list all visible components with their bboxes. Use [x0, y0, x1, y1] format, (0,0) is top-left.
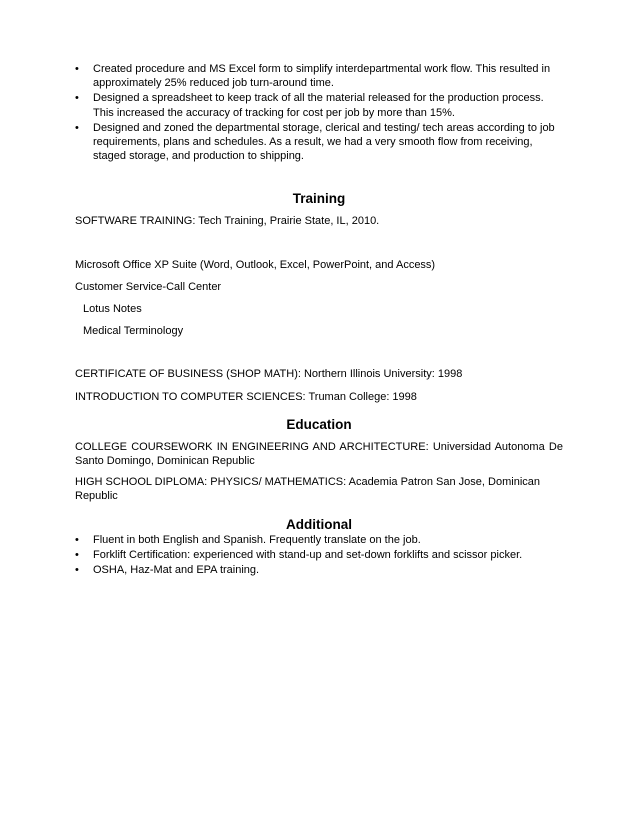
- certificate-business: CERTIFICATE OF BUSINESS (SHOP MATH): Northern Illinois University: 1998: [75, 368, 463, 381]
- experience-bullet-list: [75, 62, 563, 163]
- resume-content: [75, 62, 563, 578]
- additional-bullet-list: [75, 533, 563, 578]
- list-item: [75, 91, 563, 119]
- additional-bullet-text: OSHA, Haz-Mat and EPA training.: [93, 564, 260, 577]
- bullet-icon: •: [75, 564, 79, 577]
- bullet-icon: •: [75, 548, 79, 561]
- experience-bullet-text: Designed a spreadsheet to keep track of all the material released for the production process. This increased the accuracy of tracking for cost per job by more than 15%.: [93, 92, 544, 119]
- bullet-icon: •: [75, 63, 79, 75]
- list-item: [75, 533, 563, 547]
- medical-terminology: Medical Terminology: [83, 325, 184, 338]
- additional-heading: Additional: [286, 516, 352, 532]
- software-training: SOFTWARE TRAINING: Tech Training, Prairie State, IL, 2010.: [75, 215, 380, 228]
- education-heading: Education: [286, 416, 352, 432]
- experience-bullet-text: Designed and zoned the departmental storage, clerical and testing/ tech areas according to job requirements, plans and schedules. As a result, we had a very smooth flow from receiving, staged storage, and production to shipping.: [93, 121, 555, 163]
- high-school-diploma: HIGH SCHOOL DIPLOMA: PHYSICS/ MATHEMATICS: Academia Patron San Jose, Dominican Republic: [75, 476, 540, 503]
- list-item: [75, 548, 563, 562]
- training-heading: Training: [292, 191, 346, 207]
- office-suite: Microsoft Office XP Suite (Word, Outlook, Excel, PowerPoint, and Access): [75, 258, 436, 271]
- bullet-icon: •: [75, 92, 79, 105]
- intro-computer-sciences: INTRODUCTION TO COMPUTER SCIENCES: Truman College: 1998: [75, 390, 417, 403]
- college-coursework: COLLEGE COURSEWORK IN ENGINEERING AND ARCHITECTURE: Universidad Autonoma De Santo Domingo, Dominican Republic: [75, 440, 563, 468]
- list-item: [75, 62, 563, 90]
- lotus-notes: Lotus Notes: [83, 303, 142, 316]
- customer-service: Customer Service-Call Center: [75, 280, 222, 293]
- bullet-icon: •: [75, 121, 79, 134]
- list-item: [75, 563, 563, 577]
- experience-bullet-text: Created procedure and MS Excel form to simplify interdepartmental work flow. This resulted in approximately 25% reduced job turn-around time.: [93, 63, 551, 90]
- additional-bullet-text: Forklift Certification: experienced with stand-up and set-down forklifts and scissor picker.: [93, 548, 523, 561]
- additional-bullet-text: Fluent in both English and Spanish. Frequently translate on the job.: [93, 533, 421, 546]
- list-item: [75, 121, 563, 164]
- bullet-icon: •: [75, 533, 79, 546]
